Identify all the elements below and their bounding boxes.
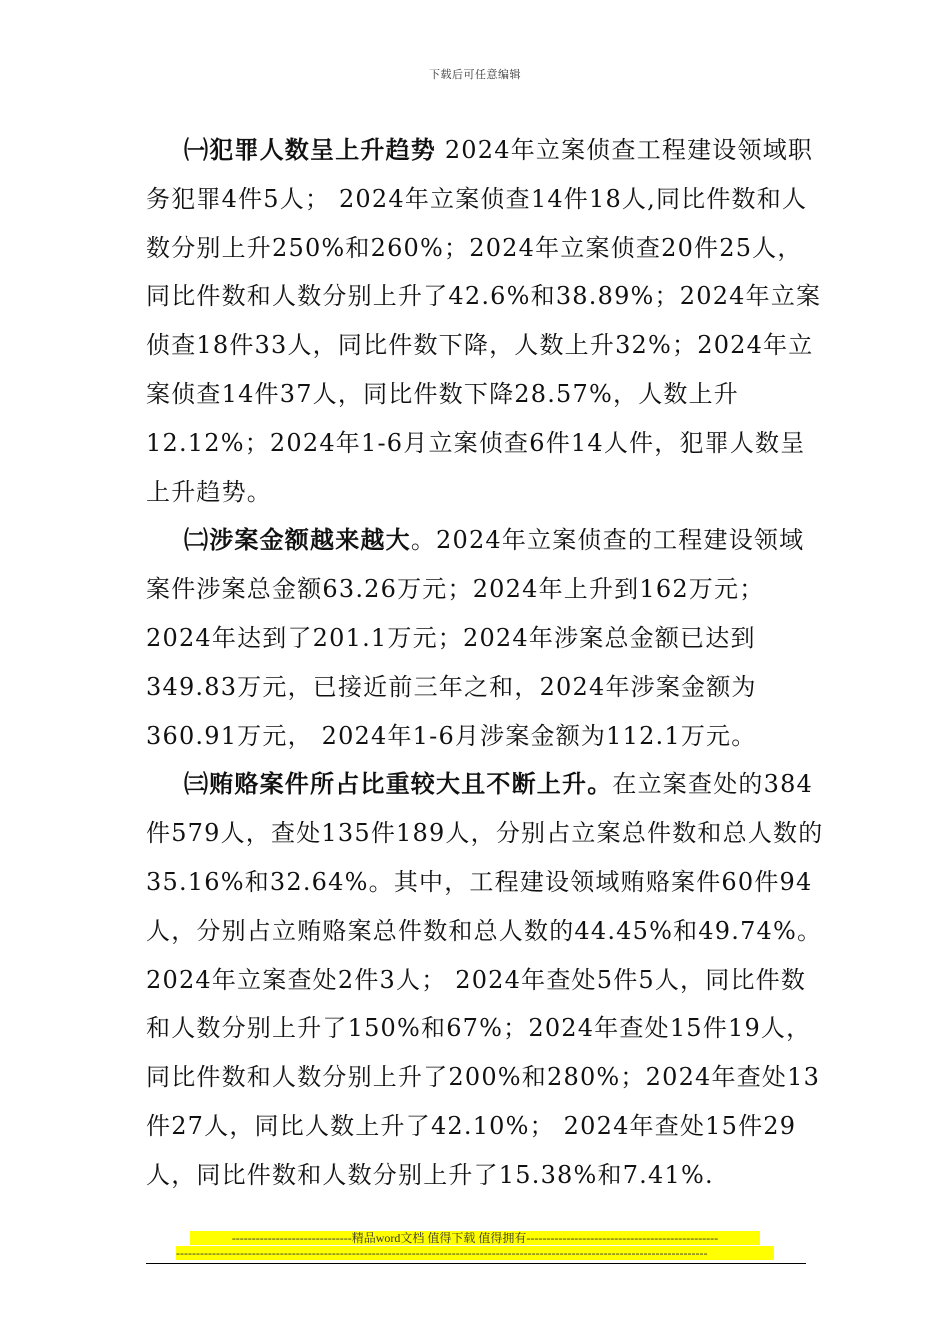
paragraph-bribery xyxy=(146,760,826,1199)
paragraph-heading: ㈡涉案金额越来越大 xyxy=(184,526,411,555)
document-body xyxy=(146,126,826,1200)
paragraph-heading: ㈢贿赂案件所占比重较大且不断上升。 xyxy=(184,770,613,799)
footer-dashes: ------------------------------------------------------------------------------------------------------------------------------------- xyxy=(176,1246,774,1260)
page-header: 下载后可任意编辑 xyxy=(429,68,521,81)
footer-banner: ------------------------------精品word文档 值得下载 值得拥有------------------------------------------------ xyxy=(190,1231,760,1245)
paragraph-crime-count xyxy=(146,126,826,516)
paragraph-text: 。2024年立案侦查的工程建设领域案件涉案总金额63.26万元；2024年上升到162万元；2024年达到了201.1万元；2024年涉案总金额已达到349.83万元，已接近前三年之和，2024年涉案金额为360.91万元， 2024年1-6月涉案金额为112.1万元。 xyxy=(146,526,805,750)
paragraph-heading: ㈠犯罪人数呈上升趋势 xyxy=(184,136,436,164)
footer-divider xyxy=(146,1263,806,1264)
paragraph-amount xyxy=(146,516,826,760)
paragraph-text: 在立案查处的384件579人，查处135件189人，分别占立案总件数和总人数的35.16%和32.64%。其中，工程建设领域贿赂案件60件94人，分别占立贿赂案总件数和总人数的44.45%和49.74%。2024年立案查处2件3人； 2024年查处5件5人，同比件数和人数分别上升了150%和67%；2024年查处15件19人，同比件数和人数分别上升了200%和280%；2024年查处13件27人，同比人数上升了42.10%； 2024年查处15件29人，同比件数和人数分别上升了15.38%和7.41%. xyxy=(146,770,824,1189)
paragraph-text: 2024年立案侦查工程建设领域职务犯罪4件5人； 2024年立案侦查14件18人,同比件数和人数分别上升250%和260%；2024年立案侦查20件25人，同比件数和人数分别上升了42.6%和38.89%；2024年立案侦查18件33人，同比件数下降，人数上升32%；2024年立案侦查14件37人，同比件数下降28.57%，人数上升12.12%；2024年1-6月立案侦查6件14人件，犯罪人数呈上升趋势。 xyxy=(146,136,822,506)
